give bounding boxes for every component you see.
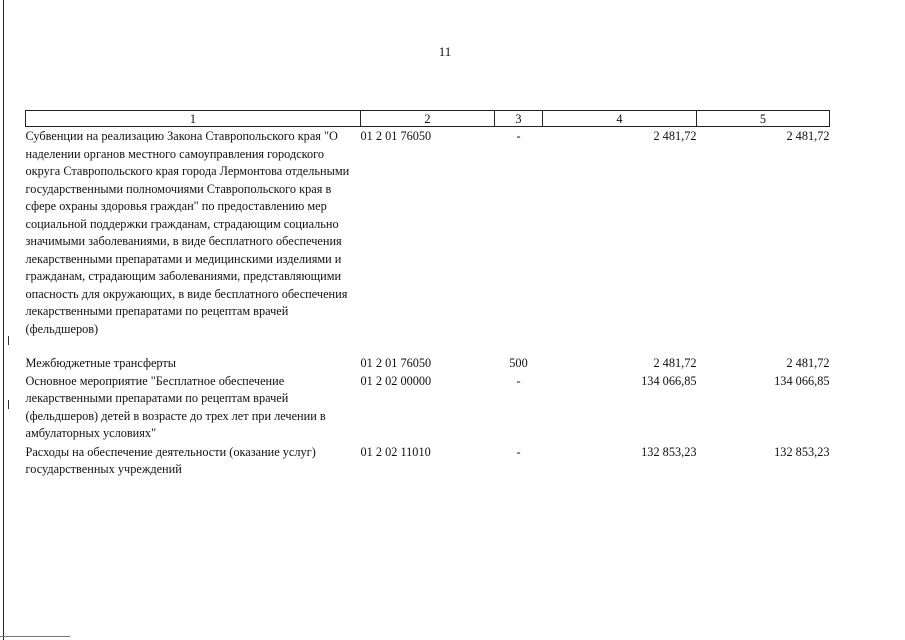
row-vr: - bbox=[516, 129, 521, 143]
row-code: 01 2 01 76050 bbox=[360, 129, 432, 143]
column-header: 3 bbox=[495, 111, 543, 127]
table-row bbox=[26, 354, 830, 373]
table-row bbox=[26, 127, 830, 339]
column-header: 5 bbox=[697, 111, 830, 127]
row-name: Межбюджетные трансферты bbox=[25, 356, 177, 370]
row-sum-5: 132 853,23 bbox=[774, 444, 830, 459]
row-code: 01 2 02 11010 bbox=[360, 444, 431, 459]
row-sum-5: 134 066,85 bbox=[774, 373, 830, 388]
page-number: 11 bbox=[438, 44, 452, 59]
row-sum-5: 2 481,72 bbox=[786, 356, 830, 370]
row-vr: - bbox=[516, 444, 521, 459]
row-sum-4: 132 853,23 bbox=[641, 444, 697, 459]
bottom-margin-rule bbox=[0, 636, 70, 637]
row-code: 01 2 02 00000 bbox=[360, 373, 432, 388]
column-header: 2 bbox=[361, 111, 495, 127]
row-code: 01 2 01 76050 bbox=[360, 356, 432, 370]
row-spacer bbox=[26, 338, 830, 354]
table-row bbox=[26, 443, 830, 479]
column-header: 1 bbox=[26, 111, 361, 127]
row-sum-4: 134 066,85 bbox=[641, 373, 697, 388]
margin-tick bbox=[8, 400, 9, 409]
row-name: Основное мероприятие "Бесплатное обеспечение лекарственными препаратами по рецептам врачей (фельдшеров) детей в возрасте до трех лет при лечении в амбулаторных условиях" bbox=[25, 373, 326, 440]
row-name: Расходы на обеспечение деятельности (оказание услуг) государственных учреждений bbox=[25, 444, 316, 476]
row-name: Субвенции на реализацию Закона Ставропольского края "О наделении органов местного самоуправления городского округа Ставропольского края города Лермонтова отдельными государственными полномочиями Ставропольского края в сфере охраны здоровья граждан" по предоставлению мер социальной поддержки гражданам, страдающим социально значимыми заболеваниями, в виде бесплатного обеспечения лекарственными препаратами и медицинскими изделиями и гражданам, страдающим заболеваниями, представляющими опасность для окружающих, в виде бесплатного обеспечения лекарственными препаратами по рецептам врачей (фельдшеров) bbox=[25, 129, 350, 336]
budget-table bbox=[25, 110, 830, 479]
table-row bbox=[26, 373, 830, 443]
row-sum-4: 2 481,72 bbox=[653, 356, 697, 370]
row-vr: 500 bbox=[509, 356, 528, 370]
left-margin-rule bbox=[3, 0, 4, 640]
row-vr: - bbox=[516, 373, 521, 388]
row-sum-4: 2 481,72 bbox=[653, 129, 697, 143]
row-sum-5: 2 481,72 bbox=[786, 129, 830, 143]
table-header-row bbox=[26, 111, 830, 127]
column-header: 4 bbox=[543, 111, 697, 127]
margin-tick bbox=[8, 336, 9, 345]
